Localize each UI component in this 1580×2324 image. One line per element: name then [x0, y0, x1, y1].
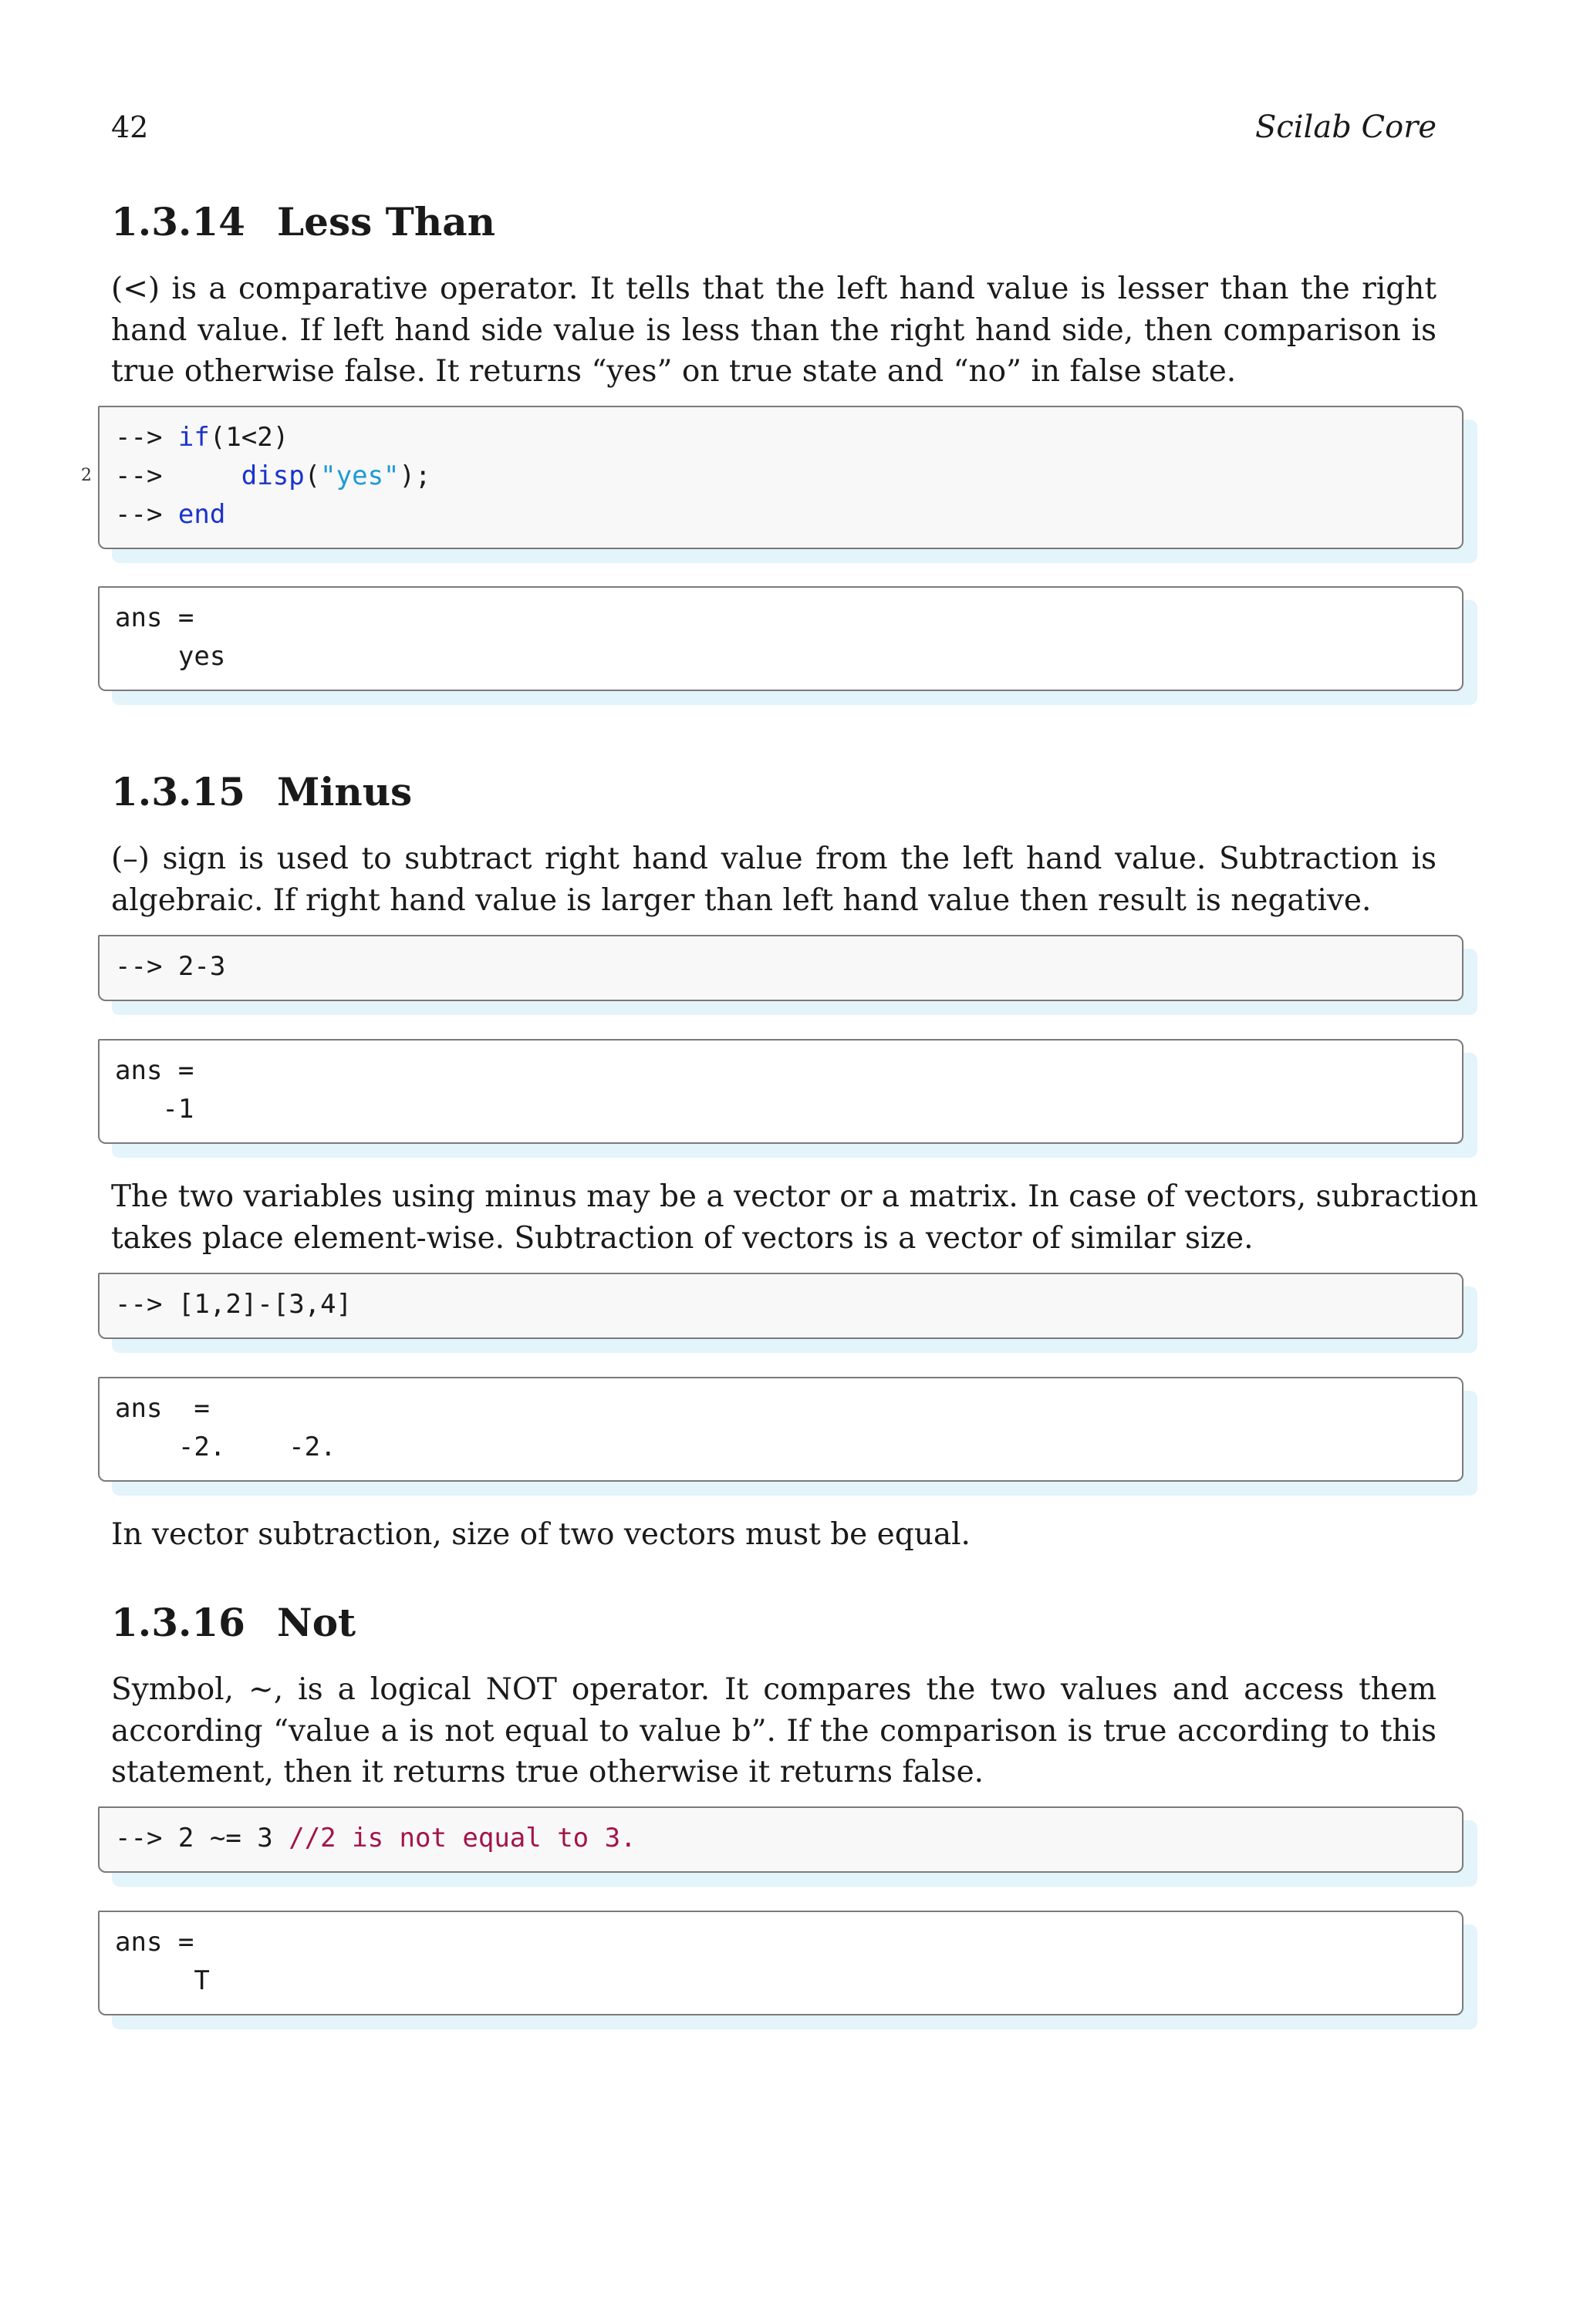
- paragraph-line: takes place element-wise. Subtraction of vectors is a vector of similar size.: [111, 1220, 1254, 1256]
- code-block-less-than: [81, 406, 1464, 549]
- section-title: Less Than: [277, 199, 495, 245]
- paragraph-line: In vector subtraction, size of two vectors must be equal.: [111, 1517, 971, 1552]
- section-heading-minus: [111, 769, 412, 815]
- output-line-1: ans =: [115, 1927, 194, 1958]
- paragraph-minus: [111, 838, 1437, 921]
- code-block-minus-scalar: [98, 935, 1464, 1001]
- code-line-3: --> end: [115, 499, 226, 530]
- paragraph-less-than: [111, 268, 1437, 393]
- output-line-2: yes: [177, 641, 226, 672]
- section-title: Not: [277, 1600, 356, 1645]
- code-line: --> 2-3: [115, 951, 226, 982]
- output-line-1: ans =: [115, 1055, 194, 1086]
- code-comment: //2 is not equal to 3.: [289, 1823, 636, 1853]
- section-title: Minus: [277, 769, 413, 815]
- paragraph-line: according “value a is not equal to value b”. If the comparison is true according to this: [111, 1713, 1437, 1749]
- paragraph-not: [111, 1669, 1437, 1793]
- running-title: Scilab Core: [1254, 110, 1437, 145]
- paragraph-line: (–) sign is used to subtract right hand value from the left hand value. Subtraction is: [111, 842, 1437, 876]
- output-block-not: [98, 1911, 1464, 2015]
- section-number: 1.3.14: [111, 199, 245, 245]
- code-line-2: --> disp("yes");: [115, 460, 431, 491]
- paragraph-line: hand value. If left hand side value is less than the right hand side, then comparison is: [111, 312, 1437, 348]
- page-number: 42: [111, 110, 149, 144]
- section-number: 1.3.16: [111, 1600, 245, 1645]
- section-number: 1.3.15: [111, 769, 245, 815]
- output-line-2: -2. -2.: [177, 1432, 336, 1462]
- output-block-minus-scalar: [98, 1039, 1464, 1144]
- line-number: 2: [81, 466, 92, 485]
- paragraph-minus-vectors: [111, 1176, 1479, 1259]
- paragraph-line: The two variables using minus may be a vector or a matrix. In case of vectors, subraction: [111, 1179, 1479, 1214]
- output-line-1: ans =: [115, 602, 194, 633]
- section-heading-less-than: [111, 199, 495, 245]
- paragraph-vector-size-note: [111, 1514, 1437, 1556]
- code-line-1: --> if(1<2): [115, 422, 289, 453]
- code-line: --> [1,2]-[3,4]: [115, 1289, 353, 1320]
- paragraph-line: statement, then it returns true otherwise it returns false.: [111, 1755, 984, 1789]
- output-block-minus-vector: [98, 1377, 1464, 1482]
- code-line: --> 2 ~= 3 //2 is not equal to 3.: [115, 1823, 636, 1853]
- paragraph-line: Symbol, ∼, is a logical NOT operator. It compares the two values and access them: [111, 1672, 1437, 1707]
- output-block-less-than: [98, 586, 1464, 691]
- code-block-not: [98, 1806, 1464, 1873]
- paragraph-line: true otherwise false. It returns “yes” on true state and “no” in false state.: [111, 354, 1237, 389]
- code-block-minus-vector: [98, 1273, 1464, 1339]
- paragraph-line: (<) is a comparative operator. It tells that the left hand value is lesser than the right: [111, 272, 1437, 306]
- output-line-2: T: [194, 1965, 210, 1996]
- section-heading-not: [111, 1600, 356, 1646]
- output-line-1: ans =: [115, 1393, 210, 1424]
- paragraph-line: algebraic. If right hand value is larger than left hand value then result is negative.: [111, 882, 1372, 918]
- output-line-2: -1: [162, 1094, 194, 1125]
